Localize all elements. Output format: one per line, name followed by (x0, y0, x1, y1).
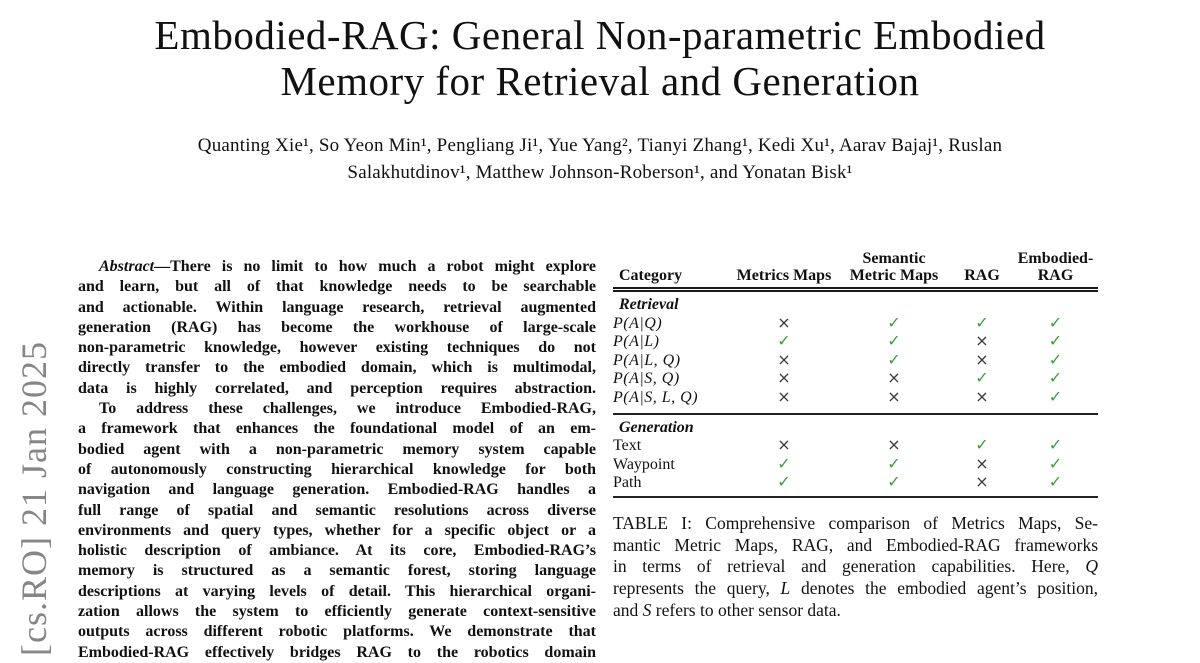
column-header-rag (951, 250, 1013, 290)
title-line-1: Embodied-RAG: General Non-parametric Embodied (154, 12, 1046, 58)
math-variable: Q (1085, 556, 1098, 577)
capability-mark: ✓ (975, 368, 989, 388)
capability-mark: ✓ (731, 473, 837, 497)
caption-text: denotes the embodied agent’s position, (790, 578, 1098, 598)
abstract-line: directly transfer to the embodied domain, which is multimodal, (78, 359, 596, 377)
author-list (0, 132, 1200, 186)
table-row (613, 436, 1098, 455)
table-column (613, 250, 1098, 621)
column-header-label: Semantic (862, 250, 926, 267)
caption-line (613, 556, 1098, 578)
table-row-label: P(A|Q) (613, 314, 663, 332)
abstract-line (78, 257, 596, 277)
table-row-label: Text (613, 437, 642, 455)
column-header-label: Category (619, 267, 683, 284)
table-row-label: P(A|L, Q) (613, 351, 681, 369)
abstract-line: To address these challenges, we introduce Embodied-RAG, (99, 400, 596, 418)
comparison-table (613, 250, 1098, 498)
caption-line (613, 600, 1098, 622)
caption-line: TABLE I: Comprehensive comparison of Metrics Maps, Se- (613, 512, 1098, 533)
table-row (613, 473, 1098, 497)
capability-mark: × (777, 312, 791, 332)
math-variable: L (780, 578, 791, 598)
table-row-label: P(A|L) (613, 333, 660, 351)
abstract-line: bodied agent with a non-parametric memory system capable (78, 440, 596, 458)
capability-mark: × (975, 349, 989, 369)
abstract-line: full range of spatial and semantic resolutions across diverse (78, 501, 596, 519)
capability-mark: ✓ (975, 435, 989, 455)
abstract-line: of autonomously constructing hierarchical knowledge for both (78, 460, 596, 478)
capability-mark: × (777, 368, 791, 388)
abstract-text: —There is no limit to how much a robot might explore (154, 258, 596, 275)
column-header-label: Metric Maps (849, 267, 939, 284)
capability-mark: ✓ (887, 453, 901, 473)
capability-mark: × (951, 388, 1013, 414)
abstract-line: data is highly correlated, and perception requires abstraction. (78, 379, 596, 397)
abstract-line: outputs across different robotic platforms. We demonstrate that (78, 623, 596, 641)
section-row-generation (613, 414, 1098, 437)
table-caption (613, 513, 1098, 621)
caption-text: in terms of retrieval and generation capabilities. Here, (613, 556, 1086, 577)
capability-mark: × (887, 368, 901, 388)
abstract-line: environments and query types, whether for a specific object or a (78, 521, 596, 539)
capability-mark: ✓ (1048, 312, 1063, 332)
capability-mark: ✓ (837, 473, 951, 497)
capability-mark: × (887, 435, 901, 455)
column-header-label: RAG (964, 267, 1000, 284)
math-variable: S (642, 599, 652, 620)
capability-mark: × (777, 349, 791, 369)
authors-line-1: Quanting Xie¹, So Yeon Min¹, Pengliang Ji¹, Yue Yang², Tianyi Zhang¹, Kedi Xu¹, Aarav Bajaj¹, Ruslan (197, 135, 1003, 156)
column-header-metrics-maps (731, 250, 837, 290)
capability-mark: × (951, 473, 1013, 497)
abstract-lead-label: Abstract (99, 258, 155, 275)
abstract-line: non-parametric knowledge, however existing techniques do not (78, 339, 596, 357)
table-row (613, 455, 1098, 474)
capability-mark: ✓ (1048, 331, 1063, 351)
column-header-semantic-metric-maps (837, 250, 951, 290)
abstract-line: zation allows the system to efficiently generate context-sensitive (78, 603, 596, 621)
table-row (613, 351, 1098, 370)
caption-line: mantic Metric Maps, RAG, and Embodied-RAG frameworks (613, 534, 1098, 555)
capability-mark: ✓ (887, 349, 901, 369)
arxiv-stamp-vertical: [cs.RO] 21 Jan 2025 (14, 341, 54, 656)
abstract-line: generation (RAG) has become the workhouse of large-scale (78, 318, 596, 336)
capability-mark: ✓ (1013, 388, 1098, 414)
abstract-line: navigation and language generation. Embodied-RAG handles a (78, 481, 596, 499)
caption-text: and (613, 599, 643, 620)
abstract-line: descriptions at varying levels of detail. This hierarchical organi- (78, 582, 596, 600)
capability-mark: ✓ (1048, 368, 1063, 388)
table-row-label: Waypoint (613, 455, 675, 473)
capability-mark: × (837, 388, 951, 414)
table-row (613, 314, 1098, 333)
capability-mark: ✓ (975, 312, 989, 332)
table-row (613, 388, 1098, 414)
paper-title (0, 12, 1200, 104)
table-row-label: Path (613, 473, 731, 497)
caption-text: represents the query, (613, 578, 781, 598)
caption-text: refers to other sensor data. (651, 599, 841, 620)
column-header-embodied-rag (1013, 250, 1098, 290)
capability-mark: ✓ (1048, 453, 1063, 473)
section-title: Retrieval (619, 296, 679, 313)
abstract-line: a framework that enhances the foundational model of an em- (78, 420, 596, 438)
abstract-line: and learn, but all of that knowledge needs to be searchable (78, 278, 596, 296)
capability-mark: × (777, 435, 791, 455)
table-header-row (613, 250, 1098, 290)
table-row-label: P(A|S, Q) (613, 370, 680, 388)
capability-mark: × (975, 453, 989, 473)
column-header-category (613, 250, 731, 290)
column-header-label: Embodied- (1017, 250, 1094, 267)
capability-mark: ✓ (777, 453, 791, 473)
abstract-line: holistic description of ambiance. At its core, Embodied-RAG’s (78, 542, 596, 560)
abstract-line: Embodied-RAG effectively bridges RAG to the robotics domain (78, 643, 596, 661)
caption-line (613, 578, 1098, 600)
column-header-label: Metrics Maps (736, 267, 832, 284)
title-line-2: Memory for Retrieval and Generation (280, 58, 920, 104)
authors-line-2: Salakhutdinov¹, Matthew Johnson-Roberson¹, and Yonatan Bisk¹ (347, 162, 853, 183)
table-row (613, 332, 1098, 351)
capability-mark: ✓ (1013, 473, 1098, 497)
section-row-retrieval (613, 290, 1098, 314)
capability-mark: ✓ (887, 331, 901, 351)
abstract-column (78, 257, 596, 663)
abstract-line: memory is structured as a semantic forest, storing language (78, 562, 596, 580)
capability-mark: ✓ (887, 312, 901, 332)
capability-mark: ✓ (1048, 435, 1063, 455)
table-row (613, 369, 1098, 388)
section-title: Generation (619, 418, 694, 436)
column-header-label: RAG (1037, 267, 1074, 284)
abstract-line: and actionable. Within language research, retrieval augmented (78, 298, 596, 316)
capability-mark: ✓ (777, 331, 791, 351)
capability-mark: × (731, 388, 837, 414)
capability-mark: ✓ (1048, 349, 1063, 369)
table-row-label: P(A|S, L, Q) (613, 388, 731, 414)
capability-mark: × (975, 331, 989, 351)
